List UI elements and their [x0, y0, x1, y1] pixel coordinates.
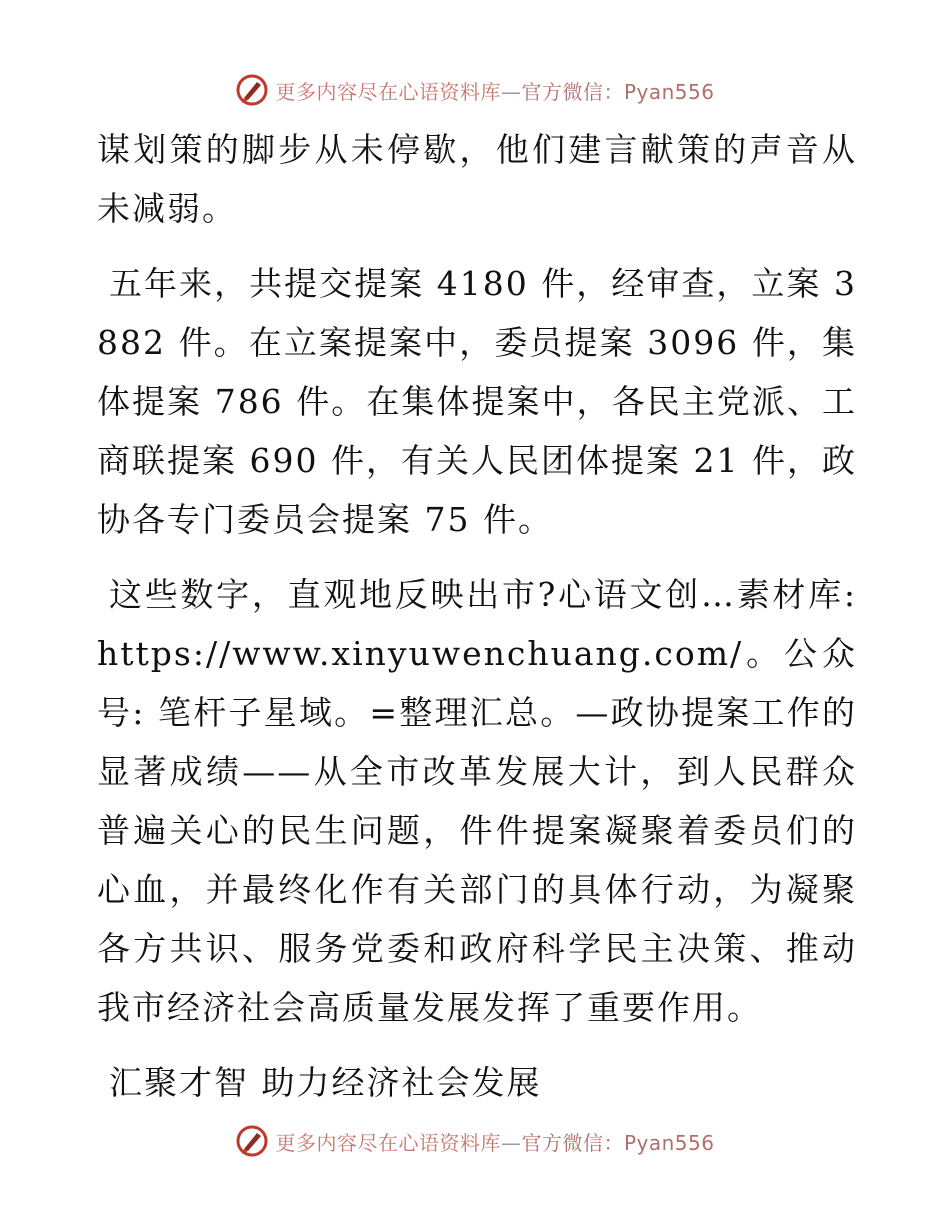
- pen-circle-logo-icon: [235, 73, 269, 107]
- section-heading: 汇聚才智 助力经济社会发展: [109, 1063, 542, 1102]
- footer-watermark: [0, 1121, 950, 1161]
- paragraph-achievements: 这些数字，直观地反映出市?心语文创…素材库: https://www.xinyuwenchuang.com/。公众号: 笔杆子星域。=整理汇总。—政协提案工作的显著成绩——从全市改革发展大计，到人民群众普遍关心的民生问题，件件提案凝聚着委员们的心血，并最终化作有关部门的具体行动，为凝聚各方共识、服务党委和政府科学民主决策、推动我市经济社会高质量发展发挥了重要作用。: [97, 575, 857, 1027]
- pen-circle-logo-icon: [235, 1124, 269, 1158]
- watermark-text: 更多内容尽在心语资料库—官方微信：Pyan556: [275, 79, 715, 104]
- paragraph-continuation: 谋划策的脚步从未停歇，他们建言献策的声音从未减弱。: [97, 130, 857, 228]
- watermark-text: 更多内容尽在心语资料库—官方微信：Pyan556: [275, 1130, 715, 1155]
- document-body: [97, 120, 857, 1112]
- header-watermark: [0, 70, 950, 110]
- paragraph-statistics: 五年来，共提交提案 4180 件，经审查，立案 3882 件。在立案提案中，委员提案 3096 件，集体提案 786 件。在集体提案中，各民主党派、工商联提案 690 件，有关人民团体提案 21 件，政协各专门委员会提案 75 件。: [97, 264, 857, 539]
